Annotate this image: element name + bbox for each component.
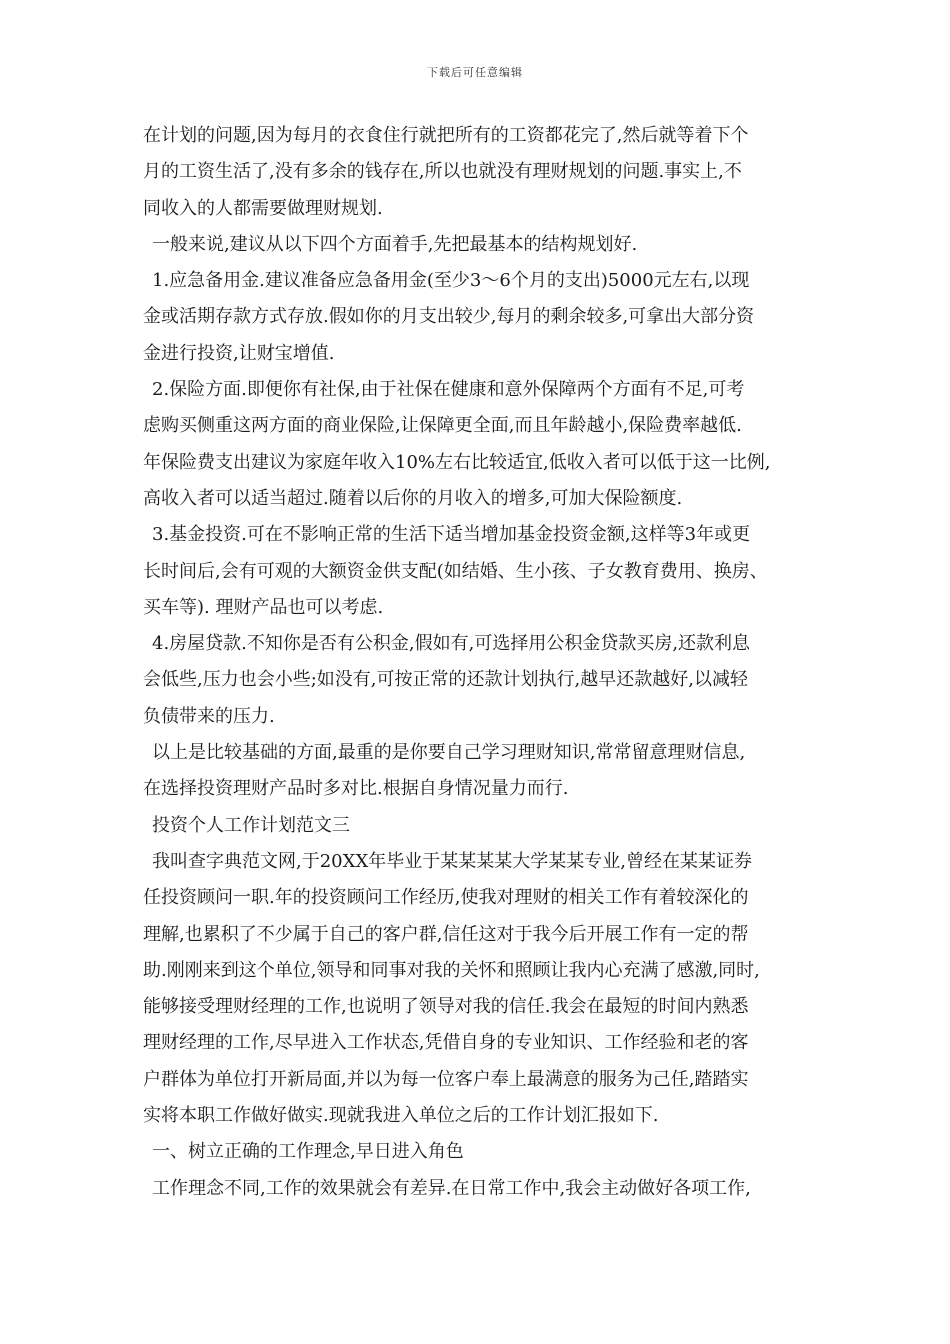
text-line: 能够接受理财经理的工作,也说明了领导对我的信任.我会在最短的时间内熟悉 — [143, 996, 749, 1018]
text-line: 一、树立正确的工作理念,早日进入角色 — [152, 1141, 464, 1163]
text-line: 理解,也累积了不少属于自己的客户群,信任这对于我今后开展工作有一定的帮 — [143, 923, 749, 945]
text-line: 虑购买侧重这两方面的商业保险,让保障更全面,而且年龄越小,保险费率越低. — [143, 415, 742, 437]
text-line: 工作理念不同,工作的效果就会有差异.在日常工作中,我会主动做好各项工作, — [152, 1177, 751, 1199]
document-body — [143, 118, 807, 1207]
text-line: 买车等). 理财产品也可以考虑. — [143, 596, 384, 618]
text-line: 长时间后,会有可观的大额资金供支配(如结婚、生小孩、子女教育费用、换房、 — [143, 560, 768, 582]
text-line: 3.基金投资.可在不影响正常的生活下适当增加基金投资金额,这样等3年或更 — [152, 524, 751, 546]
text-line: 1.应急备用金.建议准备应急备用金(至少3～6个月的支出)5000元左右,以现 — [152, 270, 750, 292]
text-line: 在计划的问题,因为每月的衣食住行就把所有的工资都花完了,然后就等着下个 — [143, 125, 749, 146]
text-line: 投资个人工作计划范文三 — [152, 814, 350, 836]
text-line: 年保险费支出建议为家庭年收入10%左右比较适宜,低收入者可以低于这一比例, — [143, 451, 771, 473]
text-line: 月的工资生活了,没有多余的钱存在,所以也就没有理财规划的问题.事实上,不 — [143, 161, 742, 183]
text-line: 2.保险方面.即便你有社保,由于社保在健康和意外保障两个方面有不足,可考 — [152, 379, 745, 401]
text-line: 一般来说,建议从以下四个方面着手,先把最基本的结构规划好. — [152, 233, 638, 255]
text-line: 负债带来的压力. — [143, 705, 275, 727]
text-line: 理财经理的工作,尽早进入工作状态,凭借自身的专业知识、工作经验和老的客 — [143, 1032, 749, 1054]
text-line: 金或活期存款方式存放.假如你的月支出较少,每月的剩余较多,可拿出大部分资 — [143, 306, 755, 328]
text-line: 高收入者可以适当超过.随着以后你的月收入的增多,可加大保险额度. — [143, 487, 683, 509]
text-line: 我叫查字典范文网,于20XX年毕业于某某某某大学某某专业,曾经在某某证券 — [152, 850, 752, 872]
text-line: 实将本职工作做好做实.现就我进入单位之后的工作计划汇报如下. — [143, 1105, 659, 1127]
text-line: 同收入的人都需要做理财规划. — [143, 197, 383, 219]
text-line: 助.刚刚来到这个单位,领导和同事对我的关怀和照顾让我内心充满了感激,同时, — [143, 959, 760, 981]
text-line: 会低些,压力也会小些;如没有,可按正常的还款计划执行,越早还款越好,以减轻 — [143, 669, 748, 691]
text-line: 户群体为单位打开新局面,并以为每一位客户奉上最满意的服务为己任,踏踏实 — [143, 1068, 749, 1090]
text-line: 任投资顾问一职.年的投资顾问工作经历,使我对理财的相关工作有着较深化的 — [143, 887, 749, 909]
text-line: 4.房屋贷款.不知你是否有公积金,假如有,可选择用公积金贷款买房,还款利息 — [152, 633, 751, 655]
page-header-note: 下载后可任意编辑 — [427, 66, 523, 79]
text-line: 在选择投资理财产品时多对比.根据自身情况量力而行. — [143, 778, 569, 800]
text-line: 以上是比较基础的方面,最重的是你要自己学习理财知识,常常留意理财信息, — [152, 742, 746, 764]
text-line: 金进行投资,让财宝增值. — [143, 342, 335, 364]
